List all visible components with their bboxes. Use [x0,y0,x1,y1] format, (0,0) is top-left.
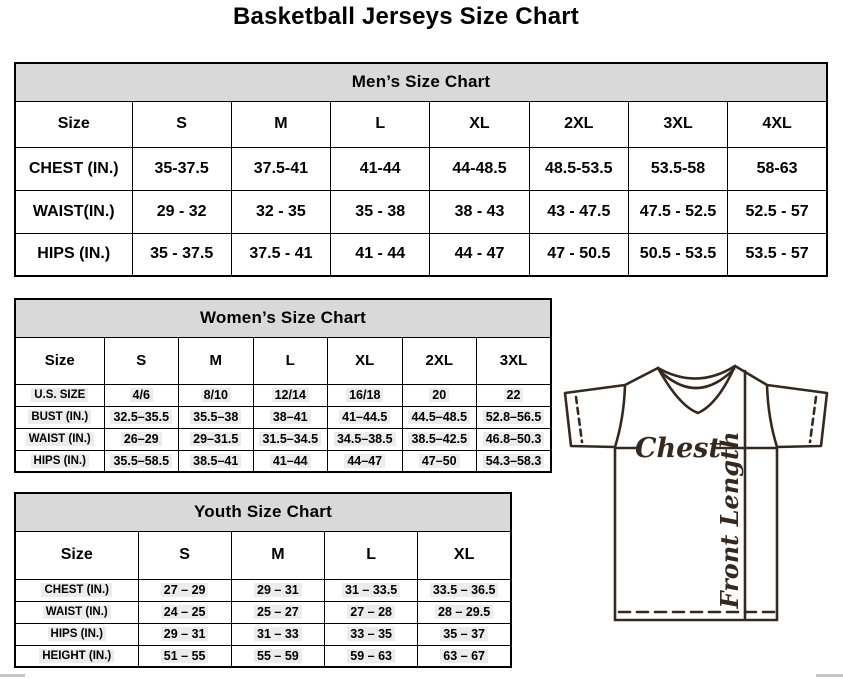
value-cell: 29 – 31 [231,579,324,601]
horizontal-scrollbar-fragment-left[interactable] [0,674,25,677]
value-cell: 33 – 35 [325,623,418,645]
table-row [15,233,827,276]
column-header: L [253,337,328,384]
column-header: L [331,101,430,147]
value-cell: 38.5–41 [179,450,254,472]
left-armhole-seam [615,385,625,447]
value-cell: 41 - 44 [331,233,430,276]
value-cell: 51 – 55 [138,645,231,667]
value-cell: 33.5 – 36.5 [418,579,511,601]
value-cell: 47–50 [402,450,477,472]
right-cuff-dashed-line [810,397,816,442]
value-cell: 52.5 - 57 [728,190,827,233]
value-cell: 54.3–58.3 [477,450,552,472]
row-label: U.S. SIZE [15,384,104,406]
column-header: 2XL [402,337,477,384]
column-header: L [325,531,418,579]
column-header: M [231,531,324,579]
mens-size-table [14,62,828,277]
value-cell: 50.5 - 53.5 [628,233,727,276]
column-header: XL [418,531,511,579]
value-cell: 29 – 31 [138,623,231,645]
column-header: XL [430,101,529,147]
value-cell: 44–47 [328,450,403,472]
value-cell: 4/6 [104,384,179,406]
value-cell: 31.5–34.5 [253,428,328,450]
value-cell: 31 – 33.5 [325,579,418,601]
column-header: M [231,101,330,147]
value-cell: 55 – 59 [231,645,324,667]
column-header: S [104,337,179,384]
value-cell: 46.8–50.3 [477,428,552,450]
value-cell: 31 – 33 [231,623,324,645]
value-cell: 26–29 [104,428,179,450]
table-row [15,623,511,645]
value-cell: 22 [477,384,552,406]
value-cell: 20 [402,384,477,406]
value-cell: 53.5 - 57 [728,233,827,276]
value-cell: 35-37.5 [132,147,231,190]
table-row [15,450,551,472]
column-header: M [179,337,254,384]
column-header: S [132,101,231,147]
table-row [15,147,827,190]
value-cell: 59 – 63 [325,645,418,667]
row-label: HEIGHT (IN.) [15,645,138,667]
value-cell: 32.5–35.5 [104,406,179,428]
value-cell: 27 – 29 [138,579,231,601]
table-row [15,645,511,667]
table-title: Men’s Size Chart [15,63,827,101]
value-cell: 32 - 35 [231,190,330,233]
row-label: WAIST(IN.) [15,190,132,233]
table-row [15,428,551,450]
value-cell: 25 – 27 [231,601,324,623]
value-cell: 35.5–58.5 [104,450,179,472]
value-cell: 38–41 [253,406,328,428]
value-cell: 8/10 [179,384,254,406]
row-label: WAIST (IN.) [15,601,138,623]
value-cell: 58-63 [728,147,827,190]
value-cell: 38 - 43 [430,190,529,233]
table-row [15,406,551,428]
chest-label: Chest [635,433,721,464]
value-cell: 38.5–42.5 [402,428,477,450]
value-cell: 44.5–48.5 [402,406,477,428]
value-cell: 47 - 50.5 [529,233,628,276]
value-cell: 43 - 47.5 [529,190,628,233]
column-header: XL [328,337,403,384]
value-cell: 29–31.5 [179,428,254,450]
horizontal-scrollbar-fragment-right[interactable] [816,674,843,677]
row-label: CHEST (IN.) [15,579,138,601]
value-cell: 44-48.5 [430,147,529,190]
value-cell: 16/18 [328,384,403,406]
page-title: Basketball Jerseys Size Chart [233,3,579,30]
value-cell: 37.5-41 [231,147,330,190]
value-cell: 53.5-58 [628,147,727,190]
value-cell: 35 - 37.5 [132,233,231,276]
value-cell: 35 - 38 [331,190,430,233]
row-label: BUST (IN.) [15,406,104,428]
size-column-header: Size [15,337,104,384]
column-header: 4XL [728,101,827,147]
table-row [15,601,511,623]
youth-size-table [14,492,512,668]
value-cell: 29 - 32 [132,190,231,233]
jersey-measurement-diagram [555,360,835,630]
value-cell: 52.8–56.5 [477,406,552,428]
value-cell: 47.5 - 52.5 [628,190,727,233]
value-cell: 44 - 47 [430,233,529,276]
column-header: S [138,531,231,579]
column-header: 2XL [529,101,628,147]
value-cell: 12/14 [253,384,328,406]
row-label: CHEST (IN.) [15,147,132,190]
table-row [15,579,511,601]
table-row [15,190,827,233]
front-length-label: Front Length [715,431,744,609]
value-cell: 24 – 25 [138,601,231,623]
row-label: WAIST (IN.) [15,428,104,450]
value-cell: 41–44.5 [328,406,403,428]
value-cell: 63 – 67 [418,645,511,667]
column-header: 3XL [477,337,552,384]
value-cell: 27 – 28 [325,601,418,623]
value-cell: 37.5 - 41 [231,233,330,276]
left-cuff-dashed-line [576,397,582,442]
value-cell: 41-44 [331,147,430,190]
size-column-header: Size [15,531,138,579]
row-label: HIPS (IN.) [15,233,132,276]
value-cell: 48.5-53.5 [529,147,628,190]
right-armhole-seam [767,385,777,447]
table-title: Women’s Size Chart [15,299,551,337]
value-cell: 28 – 29.5 [418,601,511,623]
jersey-outline [565,366,827,620]
value-cell: 35.5–38 [179,406,254,428]
value-cell: 34.5–38.5 [328,428,403,450]
value-cell: 41–44 [253,450,328,472]
size-column-header: Size [15,101,132,147]
row-label: HIPS (IN.) [15,450,104,472]
womens-size-table [14,298,552,473]
table-title: Youth Size Chart [15,493,511,531]
table-row [15,384,551,406]
row-label: HIPS (IN.) [15,623,138,645]
value-cell: 35 – 37 [418,623,511,645]
column-header: 3XL [628,101,727,147]
